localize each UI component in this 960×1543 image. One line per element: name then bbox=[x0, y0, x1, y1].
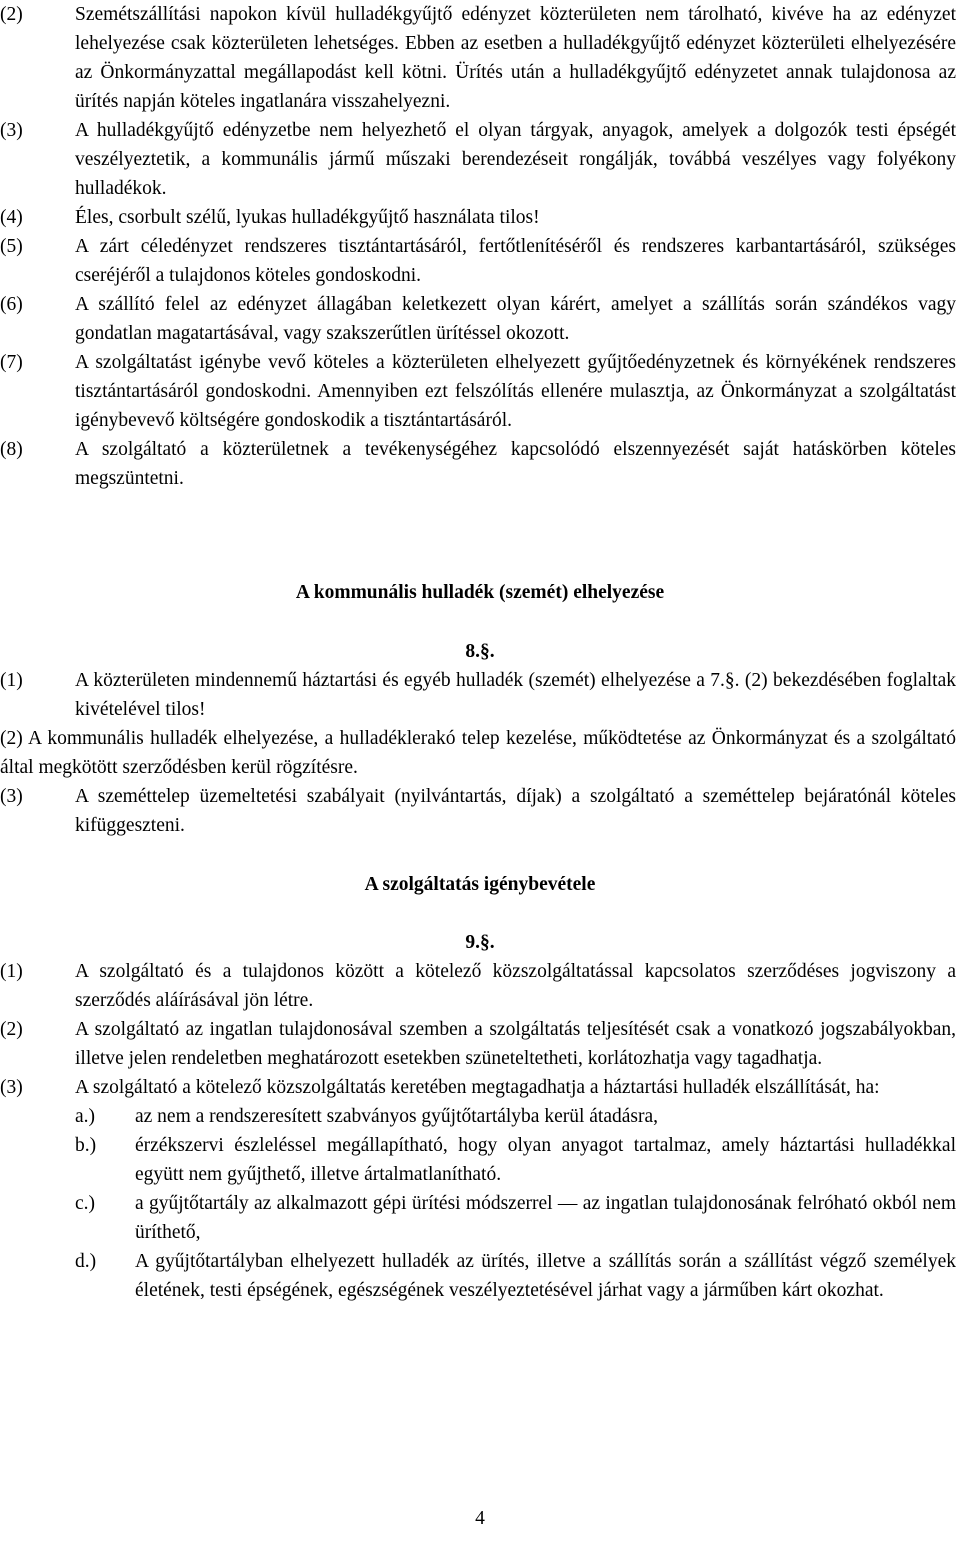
paragraph-text: A szolgáltatást igénybe vevő köteles a közterületen elhelyezett gyűjtőedényzetnek és környékének rendszeres tisztántartásáról gondoskodni. Amennyiben ezt felszólítás ellenére mulasztja, az Önkormányzat a szolgáltatást igénybevevő költségére gondoskodik a tisztántartásáról. bbox=[75, 352, 956, 431]
section-9-number-block bbox=[0, 928, 960, 957]
section-8-paragraph-3 bbox=[0, 782, 960, 840]
section-number: 8.§. bbox=[465, 641, 495, 662]
paragraph-number: (1) bbox=[0, 961, 23, 982]
list-item-d bbox=[0, 1247, 960, 1305]
paragraph-number: (2) bbox=[0, 4, 23, 25]
paragraph-number: (6) bbox=[0, 294, 23, 315]
paragraph-number: (3) bbox=[0, 120, 23, 141]
paragraph-text: A közterületen mindennemű háztartási és egyéb hulladék (szemét) elhelyezése a 7.§. (2) bekezdésében foglaltak kivételével tilos! bbox=[75, 670, 956, 720]
paragraph-8 bbox=[0, 435, 960, 493]
paragraphs-top bbox=[0, 0, 960, 493]
paragraph-text: A hulladékgyűjtő edényzetbe nem helyezhető el olyan tárgyak, anyagok, amelyek a dolgozók testi épségét veszélyeztetik, a kommunális jármű műszaki berendezéseit rongálják, továbbá veszélyes vagy folyékony hulladékok. bbox=[75, 120, 956, 199]
section-9-paragraph-3 bbox=[0, 1073, 960, 1102]
paragraph-number: (4) bbox=[0, 207, 23, 228]
paragraph-number: (7) bbox=[0, 352, 23, 373]
paragraph-number: (3) bbox=[0, 1077, 23, 1098]
paragraph-4 bbox=[0, 203, 960, 232]
section-heading: A kommunális hulladék (szemét) elhelyezése bbox=[295, 582, 665, 603]
list-item-text: A gyűjtőtartályban elhelyezett hulladék az ürítés, illetve a szállítás során a szállítást végző személyek életének, testi épségének, egészségének veszélyeztetésével járhat vagy a járműben kárt okozhat. bbox=[135, 1251, 956, 1301]
section-9-paragraph-1 bbox=[0, 957, 960, 1015]
section-9-body bbox=[0, 957, 960, 1305]
section-9-heading-block bbox=[0, 870, 960, 899]
paragraph-text: A szolgáltató és a tulajdonos között a kötelező közszolgáltatással kapcsolatos szerződéses jogviszony a szerződés aláírásával jön létre. bbox=[75, 961, 956, 1011]
list-item-letter: a.) bbox=[75, 1106, 96, 1127]
list-item-a bbox=[0, 1102, 960, 1131]
section-number: 9.§. bbox=[465, 932, 495, 953]
section-8-heading-block bbox=[0, 578, 960, 607]
section-9-paragraph-2 bbox=[0, 1015, 960, 1073]
paragraph-text: A szolgáltató az ingatlan tulajdonosával szemben a szolgáltatás teljesítését csak a vonatkozó jogszabályokban, illetve jelen rendeletben meghatározott esetekben szüneteltetheti, korlátozhatja vagy tagadhatja. bbox=[75, 1019, 956, 1069]
section-8-paragraph-2 bbox=[0, 724, 960, 782]
list-item-text: az nem a rendszeresített szabványos gyűjtőtartályba kerül átadásra, bbox=[135, 1106, 659, 1127]
list-item-letter: c.) bbox=[75, 1193, 96, 1214]
paragraph-text: Szemétszállítási napokon kívül hulladékgyűjtő edényzet közterületen nem tárolható, kivéve ha az edényzet lehelyezése csak közterületen lehetséges. Ebben az esetben a hulladékgyűjtő edényzet közterületi elhelyezésére az Önkormányzattal megállapodást kell kötni. Ürítés után a hulladékgyűjtő edényzetet annak tulajdonosa az ürítés napján köteles ingatlanára visszahelyezni. bbox=[75, 4, 956, 112]
paragraph-text: Éles, csorbult szélű, lyukas hulladékgyűjtő használata tilos! bbox=[75, 207, 540, 228]
list-item-text: a gyűjtőtartály az alkalmazott gépi ürítési módszerrel — az ingatlan tulajdonosának felróható okból nem üríthető, bbox=[135, 1193, 956, 1243]
list-item-letter: d.) bbox=[75, 1251, 97, 1272]
paragraph-text: A kommunális hulladék elhelyezése, a hulladéklerakó telep kezelése, működtetése az Önkormányzat és a szolgáltató által megkötött szerződésben kerül rögzítésre. bbox=[0, 728, 956, 778]
list-item-text: érzékszervi észleléssel megállapítható, hogy olyan anyagot tartalmaz, amely háztartási hulladékkal együtt nem gyűjthető, illetve ártalmatlanítható. bbox=[135, 1135, 956, 1185]
paragraph-7 bbox=[0, 348, 960, 435]
paragraph-6 bbox=[0, 290, 960, 348]
section-8-number-block bbox=[0, 637, 960, 666]
list-item-b bbox=[0, 1131, 960, 1189]
section-8-body bbox=[0, 666, 960, 840]
section-8-paragraph-1 bbox=[0, 666, 960, 724]
paragraph-number: (2) bbox=[0, 1019, 23, 1040]
paragraph-text: A szolgáltató a közterületnek a tevékenységéhez kapcsolódó elszennyezését saját hatáskörben köteles megszüntetni. bbox=[75, 439, 956, 489]
paragraph-number: (1) bbox=[0, 670, 23, 691]
list-item-c bbox=[0, 1189, 960, 1247]
paragraph-text: A szeméttelep üzemeltetési szabályait (nyilvántartás, díjak) a szolgáltató a szeméttelep bejáratónál köteles kifüggeszteni. bbox=[75, 786, 956, 836]
list-item-letter: b.) bbox=[75, 1135, 97, 1156]
paragraph-number: (3) bbox=[0, 786, 23, 807]
paragraph-text: A szállító felel az edényzet állagában keletkezett olyan kárért, amelyet a szállítás során szándékos vagy gondatlan magatartásával, vagy szakszerűtlen ürítéssel okozott. bbox=[75, 294, 956, 344]
paragraph-text: A szolgáltató a kötelező közszolgáltatás keretében megtagadhatja a háztartási hulladék elszállítását, ha: bbox=[75, 1077, 880, 1098]
paragraph-number: (2) bbox=[0, 728, 23, 749]
paragraph-3 bbox=[0, 116, 960, 203]
paragraph-5 bbox=[0, 232, 960, 290]
section-heading: A szolgáltatás igénybevétele bbox=[364, 874, 596, 895]
paragraph-2 bbox=[0, 0, 960, 116]
paragraph-text: A zárt céledényzet rendszeres tisztántartásáról, fertőtlenítéséről és rendszeres karbantartásáról, szükséges cseréjéről a tulajdonos köteles gondoskodni. bbox=[75, 236, 956, 286]
paragraph-number: (5) bbox=[0, 236, 23, 257]
paragraph-number: (8) bbox=[0, 439, 23, 460]
page-number: 4 bbox=[475, 1508, 485, 1529]
